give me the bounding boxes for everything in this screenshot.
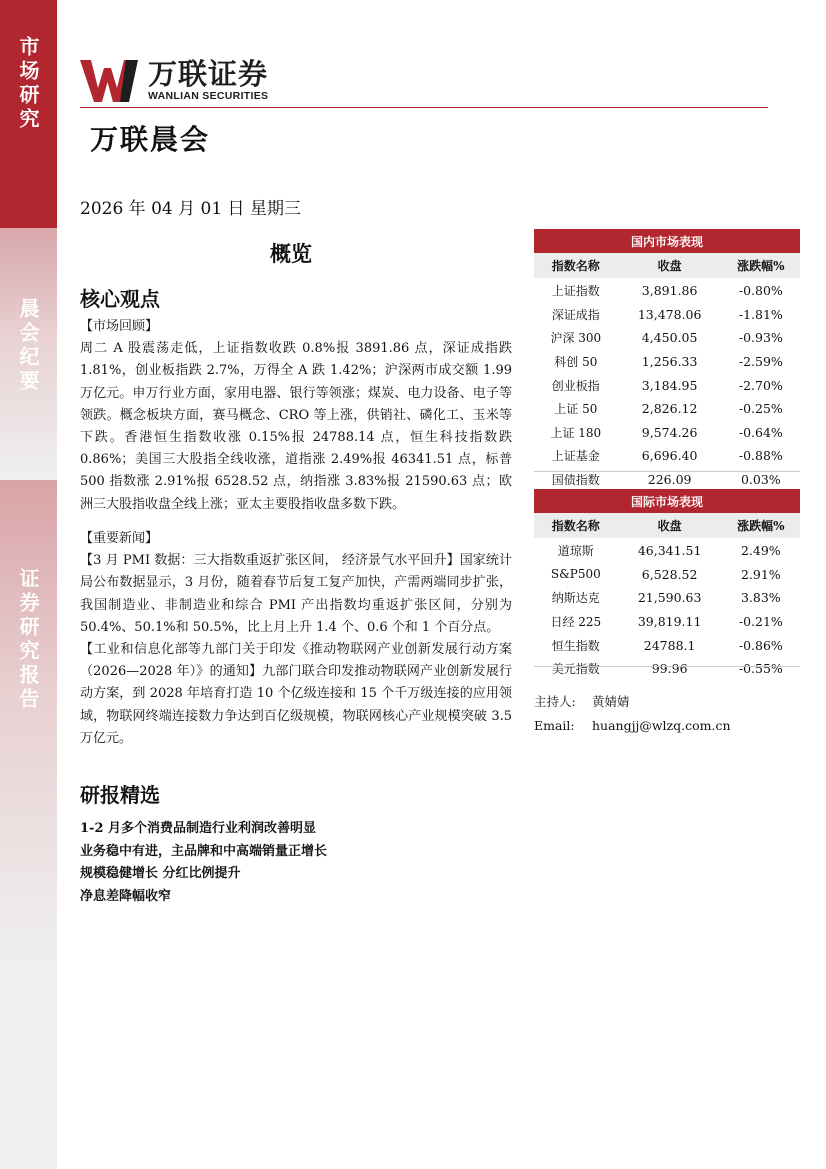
table-row [534, 421, 800, 445]
intl-header-name: 指数名称 [534, 513, 618, 538]
table-row [534, 373, 800, 397]
research-pick-item[interactable]: 业务稳中有进，主品牌和中高端销量正增长 [80, 843, 328, 859]
research-picks-list [80, 818, 327, 908]
domestic-table-bottom-rule [534, 471, 800, 472]
table-row [534, 350, 800, 374]
intl-table-caption: 国际市场表现 [534, 489, 800, 513]
index-change: -2.70% [738, 377, 783, 393]
table-row [534, 610, 800, 634]
host-label: 主持人: [534, 694, 576, 709]
company-logo [80, 58, 268, 106]
index-close: 46,341.51 [637, 543, 702, 559]
index-change: -0.21% [738, 614, 783, 630]
table-row [534, 397, 800, 421]
table-row [534, 444, 800, 468]
index-close: 21,590.63 [637, 590, 702, 606]
index-change: -0.25% [738, 401, 783, 417]
index-change: -0.88% [738, 448, 783, 464]
index-name: 上证指数 [551, 284, 600, 299]
index-close: 4,450.05 [641, 330, 698, 346]
news-item-1-text: 国家统计局公布数据显示，3 月份，随着春节后复工复产加快，产需两端同步扩张，我国制造业、非制造业和综合 PMI 产出指数均重返扩张区间，分别为 50.4%、50.1%和 50.5%，比上月上升 1.4 个、0.6 个和 1 个百分点。 [80, 553, 512, 635]
news-section [80, 528, 512, 750]
table-row [534, 303, 800, 327]
index-change: -0.55% [738, 661, 783, 677]
market-review-text: 周二 A 股震荡走低，上证指数收跌 0.8%报 3891.86 点，深证成指跌 1.81%，创业板指跌 2.7%，万得全 A 跌 1.42%；沪深两市成交额 1.99 万亿元。申万行业方面，家用电器、银行等领涨；煤炭、电力设备、电子等领跌。概念板块方面，赛马概念、CRO 等上涨，供销社、磷化工、玉米等下跌。香港恒生指数收涨 0.15%报 24788.14 点，恒生科技指数跌 0.86%；美国三大股指全线收涨，道指涨 2.49%报 46341.51 点，标普 500 指数涨 2.91%报 6528.52 点，纳指涨 3.83%报 21590.63 点；欧洲三大股指收盘全线上涨；亚太主要股指收盘多数下跌。 [80, 341, 512, 512]
index-close: 1,256.33 [641, 354, 698, 370]
page-title: 万联晨会 [90, 123, 211, 156]
index-change: -0.93% [738, 330, 783, 346]
index-close: 3,891.86 [641, 283, 698, 299]
sidebar-block-market [0, 0, 57, 228]
intl-table-bottom-rule [534, 666, 800, 667]
news-item-1 [80, 550, 512, 639]
host-name: 黄婧婧 [592, 694, 630, 709]
index-close: 6,528.52 [641, 566, 698, 582]
index-name: 恒生指数 [551, 638, 600, 653]
index-name: 纳斯达克 [551, 591, 600, 606]
index-change: -0.80% [738, 283, 783, 299]
email-label: Email: [534, 718, 575, 733]
logo-w-icon [80, 58, 144, 104]
domestic-header-close: 收盘 [618, 253, 722, 278]
index-name: 日经 225 [550, 615, 602, 630]
index-change: -2.59% [738, 354, 783, 370]
index-name: 创业板指 [551, 378, 600, 393]
research-pick-item[interactable]: 规模稳健增长 分红比例提升 [80, 866, 241, 881]
market-review-section [80, 316, 512, 516]
host-email[interactable]: huangjj@wlzq.com.cn [592, 718, 731, 733]
market-review-tag: 【市场回顾】 [80, 319, 159, 334]
overview-heading: 概览 [270, 241, 312, 266]
report-date: 2026 年 04 月 01 日 星期三 [80, 199, 301, 219]
index-name: 上证 180 [550, 425, 602, 440]
table-row [534, 657, 800, 681]
domestic-header-name: 指数名称 [534, 253, 618, 278]
index-name: 国债指数 [551, 473, 600, 488]
index-change: 3.83% [740, 590, 781, 606]
index-name: 沪深 300 [550, 331, 602, 346]
sidebar-label-report: 证券研究报告 [16, 568, 40, 712]
index-name: 上证 50 [554, 402, 598, 417]
logo-name-en: WANLIAN SECURITIES [148, 90, 269, 102]
index-name: 上证基金 [551, 449, 600, 464]
index-close: 39,819.11 [637, 614, 702, 630]
table-row [534, 586, 800, 610]
sidebar-label-morning: 晨会纪要 [16, 298, 40, 394]
index-change: -0.86% [738, 637, 783, 653]
news-item-2-title: 【工业和信息化部等九部门关于印发《推动物联网产业创新发展行动方案（2026—2028 年）》的通知】 [80, 642, 512, 680]
index-close: 6,696.40 [641, 448, 698, 464]
research-heading: 研报精选 [80, 783, 160, 807]
sidebar-block-morning [0, 228, 57, 480]
index-close: 2,826.12 [641, 401, 698, 417]
header-divider [80, 107, 768, 108]
sidebar-block-report [0, 480, 57, 1169]
index-change: 2.49% [740, 543, 781, 559]
domestic-table-caption: 国内市场表现 [534, 229, 800, 253]
host-info [534, 690, 731, 738]
index-name: 科创 50 [554, 355, 598, 370]
index-close: 9,574.26 [641, 424, 698, 440]
research-pick-item[interactable]: 净息差降幅收窄 [80, 888, 172, 904]
index-change: -1.81% [738, 306, 783, 322]
news-tag: 【重要新闻】 [80, 531, 159, 546]
table-row [534, 563, 800, 587]
news-item-2 [80, 639, 512, 750]
news-item-2-text: 九部门联合印发推动物联网产业创新发展行动方案，到 2028 年培育打造 10 个亿级连接和 15 个千万级连接的应用领域，物联网终端连接数力争达到百亿级规模，物联网核心产业规模突破 3.5 万亿元。 [80, 664, 512, 746]
research-pick-item[interactable]: 1-2 月多个消费品制造行业利润改善明显 [80, 821, 317, 836]
table-row [534, 278, 800, 303]
index-close: 13,478.06 [637, 306, 702, 322]
news-item-1-title: 【3 月 PMI 数据：三大指数重返扩张区间， 经济景气水平回升】 [80, 553, 460, 569]
domestic-market-table [534, 229, 800, 491]
index-name: S&P500 [550, 567, 601, 582]
index-change: 0.03% [740, 472, 781, 488]
logo-name-cn: 万联证券 [148, 57, 269, 91]
index-name: 美元指数 [551, 662, 600, 677]
index-change: 2.91% [740, 566, 781, 582]
table-row [534, 538, 800, 563]
index-name: 道琼斯 [557, 544, 594, 559]
intl-header-change: 涨跌幅% [722, 513, 800, 538]
index-name: 深证成指 [551, 307, 600, 322]
sidebar-label-market: 市场研究 [16, 36, 40, 132]
index-change: -0.64% [738, 424, 783, 440]
intl-header-close: 收盘 [618, 513, 722, 538]
table-row [534, 633, 800, 657]
core-views-heading: 核心观点 [80, 287, 160, 311]
sidebar [0, 0, 57, 1169]
index-close: 24788.1 [643, 637, 696, 653]
table-row [534, 326, 800, 350]
index-close: 3,184.95 [641, 377, 698, 393]
index-close: 99.96 [651, 661, 688, 677]
domestic-header-change: 涨跌幅% [722, 253, 800, 278]
index-close: 226.09 [647, 472, 692, 488]
intl-market-table [534, 489, 800, 681]
